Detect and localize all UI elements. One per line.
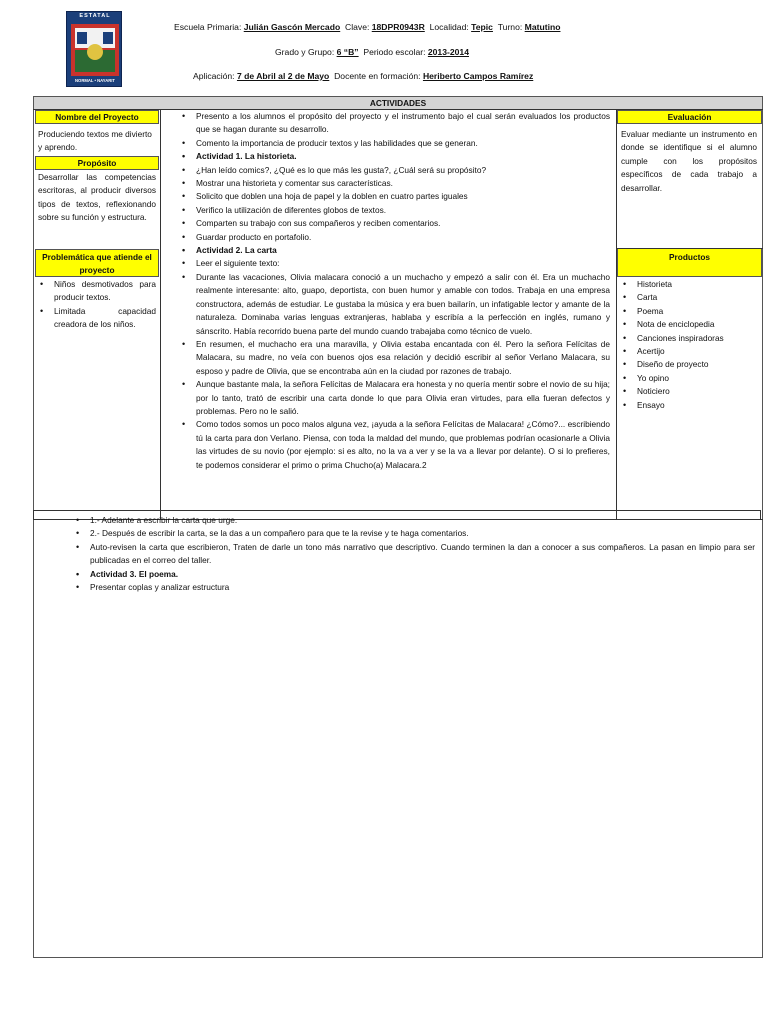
bottom-list [34,514,761,594]
periodo-value: 2013-2014 [427,47,469,57]
list-item: • 1.- Adelante a escribir la carta que urge. [74,514,755,527]
problematica-list [38,278,156,332]
list-item-heading: • Actividad 1. La historieta. [180,150,610,163]
productos-list [621,278,761,412]
list-item: • Leer el siguiente texto: [180,257,610,270]
list-item: • 2.- Después de escribir la carta, se la das a un compañero para que te la revise y te haga comentarios. [74,527,755,540]
school-name: Julián Gascón Mercado [243,22,341,32]
list-item: • Limitada capacidad creadora de los niños. [38,305,156,332]
list-item: • Niños desmotivados para producir textos. [38,278,156,305]
school-logo [66,11,122,87]
list-item: • Como todos somos un poco malos alguna vez, ¡ayuda a la señora Felícitas de Malacara! ¿Cómo?... escribiendo tú la carta para don Verlano. Piensa, con toda la maldad del mundo, que problemas podrían ocasionarle a Olivia las virtudes de su novio (por ejemplo: si es alto, no la va a ver y se la va a llevar por delante). O si lo prefieres, te podemos considerar el primo o prima Chucho(a) Malacara.2 [180,418,610,472]
list-item: • Comento la importancia de producir textos y las habilidades que se generan. [180,137,610,150]
list-item: • En resumen, el muchacho era una maravilla, y Olivia estaba encantada con él. Pero la señora Felícitas de Malacara, su madre, no veía con buenos ojos esa relación y decidió escribir al señor Verlano Malacara, su esposo y padre de Olivia, que se encontraba aún en la ciudad por razones de trabajo. [180,338,610,378]
list-item-heading: • Actividad 3. El poema. [74,568,755,581]
nombre-proyecto-text: Produciendo textos me divierto y aprendo. [38,129,152,153]
list-item: • Durante las vacaciones, Olivia malacara conoció a un muchacho y empezó a salir con él. Era un muchacho realmente interesante: alto, guapo, deportista, con buen humor y amable con todos. Trabaja en una empresa constructora, además de estudiar. Le gustaba la música y era buen bailarín, un infatigable lector y amante de la naturaleza. Dominaba varias lenguas extranjeras, hablaba y escribía a la perfección en inglés, rumano y sánscrito. Había recorrido buena parte del mundo cuando trabajaba como técnico de vuelo. [180,271,610,338]
list-item: • Noticiero [621,385,761,398]
list-item: • Yo opino [621,372,761,385]
school-label: Escuela Primaria: [174,22,242,32]
column-divider-right [616,109,617,519]
aplicacion-label: Aplicación: [193,71,235,81]
docente-value: Heriberto Campos Ramírez [422,71,534,81]
list-item: • Ensayo [621,399,761,412]
productos-title: Productos [617,249,762,277]
list-item: • Historieta [621,278,761,291]
turno-label: Turno: [497,22,523,32]
list-item: • Auto-revisen la carta que escribieron, Traten de darle un tono más narrativo que descriptivo. Cuando terminen la dan a conocer a sus compañeros. La pasan en limpio para ser publicadas en el correo del taller. [74,541,755,568]
clave-value: 18DPR0943R [371,22,425,32]
proposito-text: Desarrollar las competencias escritoras, al producir diversos tipos de textos, reflexionando sobre su función y estructura. [38,172,156,223]
localidad-value: Tepic [471,22,493,32]
logo-top-text: ESTATAL [79,13,111,19]
nombre-proyecto-title: Nombre del Proyecto [35,110,159,124]
logo-bottom-text: NORMAL • NAYARIT [75,78,115,83]
list-item: • Comparten su trabajo con sus compañeros y reciben comentarios. [180,217,610,230]
grado-label: Grado y Grupo: [275,47,335,57]
proposito-title: Propósito [35,156,159,170]
bottom-section [34,514,761,596]
list-item: • ¿Han leído comics?, ¿Qué es lo que más les gusta?, ¿Cuál será su propósito? [180,164,610,177]
evaluacion-title: Evaluación [617,110,762,124]
list-item: • Presento a los alumnos el propósito del proyecto y el instrumento bajo el cual serán evaluados los productos que se hagan durante su desarrollo. [180,110,610,137]
list-item: • Guardar producto en portafolio. [180,231,610,244]
list-item: • Verifico la utilización de diferentes globos de textos. [180,204,610,217]
periodo-label: Periodo escolar: [363,47,426,57]
turno-value: Matutino [524,22,561,32]
list-item: • Nota de enciclopedia [621,318,761,331]
evaluacion-text: Evaluar mediante un instrumento en donde se identifique si el alumno cumple con los propósitos específicos de cada trabajo a desarrollar. [621,129,757,193]
problematica-title: Problemática que atiende el proyecto [35,249,159,277]
header-line-3 [193,71,533,81]
list-item-heading: • Actividad 2. La carta [180,244,610,257]
aplicacion-value: 7 de Abril al 2 de Mayo [236,71,330,81]
clave-label: Clave: [345,22,370,32]
header-line-1 [174,22,560,32]
actividades-list [180,110,610,472]
localidad-label: Localidad: [429,22,469,32]
list-item: • Acertijo [621,345,761,358]
list-item: • Presentar coplas y analizar estructura [74,581,755,594]
docente-label: Docente en formación: [334,71,421,81]
grado-value: 6 “B” [336,47,359,57]
list-item: • Solicito que doblen una hoja de papel y la doblen en cuatro partes iguales [180,190,610,203]
list-item: • Aunque bastante mala, la señora Felícitas de Malacara era honesta y no quería mentir sobre el novio de su hija; por lo tanto, trató de escribir una carta donde lo que para Olivia eran virtudes, para ella fueran defectos y problemas. Pero no le salió. [180,378,610,418]
list-item: • Canciones inspiradoras [621,332,761,345]
column-divider-left [160,109,161,519]
list-item: • Carta [621,291,761,304]
activities-title: ACTIVIDADES [34,97,762,109]
list-item: • Poema [621,305,761,318]
header-line-2 [275,47,469,57]
list-item: • Diseño de proyecto [621,358,761,371]
list-item: • Mostrar una historieta y comentar sus características. [180,177,610,190]
